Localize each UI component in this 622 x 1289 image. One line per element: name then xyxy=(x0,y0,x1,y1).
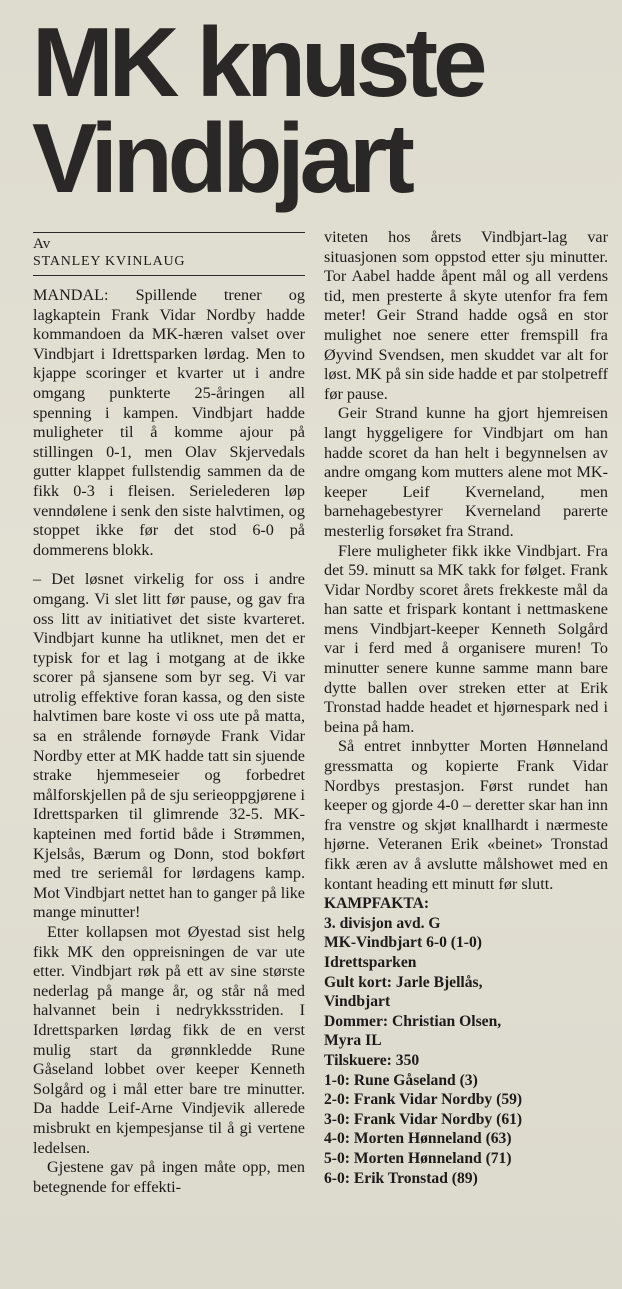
headline-line-1: MK knuste xyxy=(32,7,483,117)
article-paragraph: Geir Strand kunne ha gjort hjemreisen langt hyggeligere for Vindbjart om han hadde scoret da han helt i begynnelsen av andre omgang kom mutters alene mot MK-keeper Leif Kverneland, men barnehagebestyrer Kverneland parerte mesterlig forsøket fra Strand. xyxy=(324,404,608,540)
kampfakta-goal: 1-0: Rune Gåseland (3) xyxy=(324,1071,478,1089)
kampfakta-line: Myra IL xyxy=(324,1032,382,1050)
kampfakta-line: Dommer: Christian Olsen, xyxy=(324,1012,502,1030)
article-paragraph: Gjestene gav på ingen måte opp, men betegnende for effekti- xyxy=(33,1158,305,1196)
article-column-left xyxy=(33,228,305,1197)
kampfakta-line: Gult kort: Jarle Bjellås, xyxy=(324,973,483,991)
kampfakta-line: Vindbjart xyxy=(324,993,391,1011)
article-paragraph: Flere muligheter fikk ikke Vindbjart. Fra det 59. minutt sa MK takk for følget. Frank Vidar Nordby scoret årets frekkeste mål da han satte et frispark kontant i nettmaskene mens Vindbjart-keeper Kenneth Solgård var i ferd med å organisere muren! To minutter senere kunne samme mann bare dytte ballen over streken etter at Erik Tronstad hadde headet et hjørnespark ned i beina på ham. xyxy=(324,541,608,736)
kampfakta-goal: 5-0: Morten Hønneland (71) xyxy=(324,1149,512,1167)
kampfakta-goal: 6-0: Erik Tronstad (89) xyxy=(324,1169,478,1187)
article-paragraph: – Det løsnet virkelig for oss i andre omgang. Vi slet litt før pause, og gav fra oss litt av initiativet det siste kvarteret. Vindbjart kunne ha utliknet, men det er typisk for et lag i motgang at de ikke scorer på sjansene som byr seg. Vi var utrolig effektive foran kassa, og den siste halvtimen bare koste vi oss ute på matta, sa en strålende fornøyde Frank Vidar Nordby etter at MK hadde tatt sin sjuende strake hjemmeseier og forbedret målforskjellen på de sju serieoppgjørene i Idrettsparken til glimrende 32-5. MK-kapteinen med fortid både i Strømmen, Kjelsås, Bærum og Donn, stod bokført med tre seriemål for lørdagens kamp. Mot Vindbjart nettet han to ganger på like mange minutter! xyxy=(33,570,305,922)
article-lead-paragraph: MANDAL: Spillende trener og lagkaptein Frank Vidar Nordby hadde kommandoen da MK-hæren valset over Vindbjart i Idrettsparken lørdag. Men to kjappe scoringer et kvarter ut i andre omgang punkterte 25-åringen all spenning i kampen. Vindbjart hadde muligheter til å komme ajour på stillingen 0-1, men Olav Skjervedals gutter klappet fullstendig sammen da de fikk 0-3 i fleisen. Serielederen løp venndølene i senk den siste halvtimen, og stoppet ikke før det stod 6-0 på dommerens blokk. xyxy=(33,286,305,559)
kampfakta-line: Tilskuere: 350 xyxy=(324,1051,420,1069)
headline-line-2: Vindbjart xyxy=(32,103,410,213)
kampfakta-goal: 3-0: Frank Vidar Nordby (61) xyxy=(324,1110,523,1128)
kampfakta-goal: 4-0: Morten Hønneland (63) xyxy=(324,1130,512,1148)
kampfakta-line: 3. divisjon avd. G xyxy=(324,914,441,932)
article-column-right xyxy=(324,228,608,1188)
kampfakta-line: Idrettsparken xyxy=(324,953,417,971)
byline-author: STANLEY KVINLAUG xyxy=(33,254,186,269)
byline-rule-top xyxy=(33,232,305,233)
kampfakta-heading: KAMPFAKTA: xyxy=(324,895,430,913)
article-paragraph: Så entret innbytter Morten Hønneland gressmatta og kopierte Frank Vidar Nordbys prestasjon. Først rundet han keeper og gjorde 4-0 – deretter skar han inn fra venstre og skjøt knallhardt i nærmeste hjørne. Veteranen Erik «beinet» Tronstad fikk æren av å avslutte målshowet med en kontant heading ett minutt før slutt. xyxy=(324,737,608,893)
headline xyxy=(32,7,612,213)
byline-prefix: Av xyxy=(33,236,51,252)
article-paragraph: viteten hos årets Vindbjart-lag var situasjonen som oppstod etter sju minutter. Tor Aabel hadde åpent mål og all verdens tid, men presterte å skyte utenfor fra fem meter! Geir Strand hadde også en stor mulighet noe senere etter fremspill fra Øyvind Svendsen, men skuddet var alt for løst. MK på sin side hadde et par stolpetreff før pause. xyxy=(324,228,608,403)
article-paragraph: Etter kollapsen mot Øyestad sist helg fikk MK den oppreisningen de var ute etter. Vindbjart røk på ett av sine største nederlag på mange år, og står nå med halvannet bein i nedrykksstriden. I Idrettsparken lørdag fikk de en verst mulig start da grønnkledde Rune Gåseland lobbet over keeper Kenneth Solgård og i mål etter bare tre minutter. Da hadde Leif-Arne Vindjevik allerede misbrukt en kjempesjanse til å gi vertene ledelsen. xyxy=(33,923,305,1157)
kampfakta-box xyxy=(324,894,608,1188)
kampfakta-goal: 2-0: Frank Vidar Nordby (59) xyxy=(324,1091,523,1109)
kampfakta-line: MK-Vindbjart 6-0 (1-0) xyxy=(324,934,482,952)
byline-rule-bottom xyxy=(33,275,305,276)
